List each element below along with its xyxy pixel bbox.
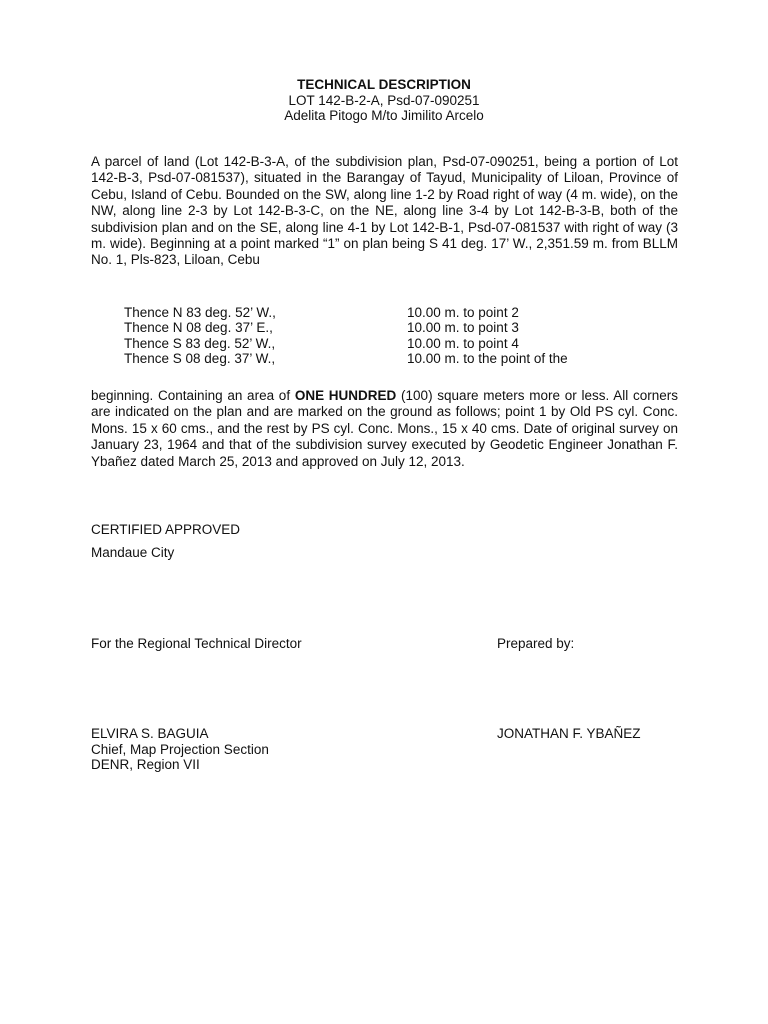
certified-approved-label: CERTIFIED APPROVED	[91, 522, 241, 537]
left-signatory	[91, 726, 269, 773]
certification-city: Mandaue City	[91, 545, 175, 560]
course-row	[124, 336, 568, 351]
course-bearing: Thence S 83 deg. 52’ W.,	[124, 335, 276, 351]
signatory-name: ELVIRA S. BAGUIA	[91, 726, 209, 741]
lot-number: LOT 142-B-2-A, Psd-07-090251	[288, 92, 480, 108]
area-paragraph	[91, 388, 678, 470]
course-distance: 10.00 m. to the point of the	[407, 351, 568, 367]
course-row	[124, 351, 568, 366]
area-details: (100) square meters more or less. All corners are indicated on the plan and are marked on the ground as follows; point 1 by Old PS cyl. Conc. Mons. 15 x 60 cms., and the rest by PS cyl. Conc. Mons., 15 x 40 cms. Date of original survey on January 23, 1964 and that of the subdivision survey executed by Geodetic Engineer Jonathan F. Ybañez dated March 25, 2013 and approved on July 12, 2013.	[91, 388, 679, 469]
area-intro: beginning. Containing an area of	[91, 388, 295, 403]
document-header	[0, 77, 768, 124]
course-distance: 10.00 m. to point 4	[407, 335, 519, 351]
signatory-name: JONATHAN F. YBAÑEZ	[497, 726, 641, 741]
signatory-office: DENR, Region VII	[91, 757, 200, 772]
description-paragraph: A parcel of land (Lot 142-B-3-A, of the subdivision plan, Psd-07-090251, being a portion of Lot 142-B-3, Psd-07-081537), situated in the Barangay of Tayud, Municipality of Liloan, Province of Cebu, Island of Cebu. Bounded on the SW, along line 1-2 by Road right of way (4 m. wide), on the NW, along line 2-3 by Lot 142-B-3-C, on the NE, along line 3-4 by Lot 142-B-3-B, both of the subdivision plan and on the SE, along line 4-1 by Lot 142-B-1, Psd-07-081537 with right of way (3 m. wide). Beginning at a point marked “1” on plan being S 41 deg. 17’ W., 2,351.59 m. from BLLM No. 1, Pls-823, Liloan, Cebu	[91, 154, 678, 268]
regional-director-caption: For the Regional Technical Director	[91, 636, 302, 651]
right-signatory	[497, 726, 641, 742]
course-distance: 10.00 m. to point 2	[407, 305, 519, 320]
document-title: TECHNICAL DESCRIPTION	[297, 77, 471, 92]
course-row	[124, 320, 568, 335]
course-bearing: Thence S 08 deg. 37’ W.,	[124, 351, 276, 367]
course-bearing: Thence N 08 deg. 37’ E.,	[124, 320, 273, 336]
course-distance: 10.00 m. to point 3	[407, 320, 519, 336]
prepared-by-caption: Prepared by:	[497, 636, 575, 651]
area-in-words: ONE HUNDRED	[294, 388, 397, 403]
survey-courses	[124, 305, 568, 367]
course-row	[124, 305, 568, 320]
signatory-title: Chief, Map Projection Section	[91, 741, 269, 757]
course-bearing: Thence N 83 deg. 52’ W.,	[124, 305, 276, 320]
owner-line: Adelita Pitogo M/to Jimilito Arcelo	[284, 108, 484, 123]
